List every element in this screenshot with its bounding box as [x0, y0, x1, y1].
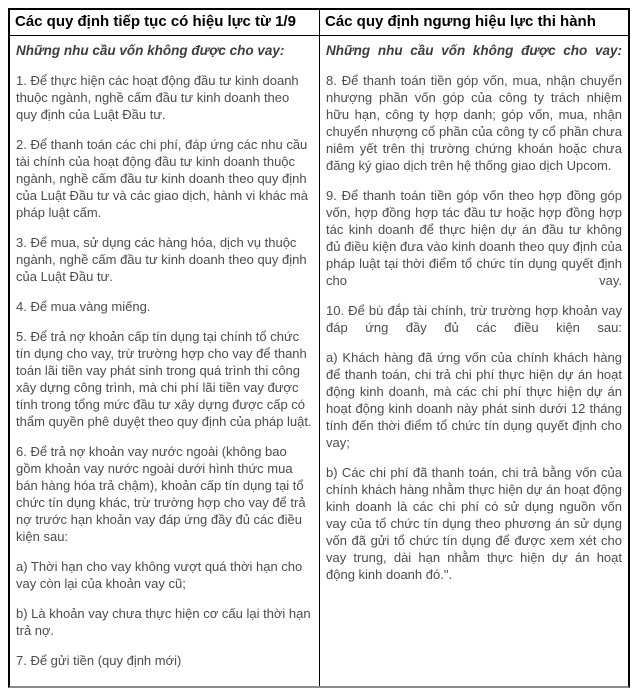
column-body-suspended-regulations — [319, 36, 628, 686]
regulation-paragraph: 7. Để gửi tiền (quy định mới) — [16, 653, 182, 668]
column-header-active-regulations: Các quy định tiếp tục có hiệu lực từ 1/9 — [10, 10, 319, 36]
regulation-paragraph: b) Các chi phí đã thanh toán, chi trả bằng vốn của chính khách hàng nhằm thực hiện dự án hoạt động kinh doanh là các chi phí có sử dụng nguồn vốn vay của tổ chức tín dụng theo phương án sử dụng vốn đã gửi tổ chức tín dụng để được xem xét cho vay trung, dài hạn nhằm thực hiện dự án hoạt động kinh doanh đó.". — [326, 465, 622, 582]
regulation-paragraph: 4. Để mua vàng miếng. — [16, 299, 151, 314]
regulation-paragraph: 10. Để bù đắp tài chính, trừ trường hợp khoản vay đáp ứng đầy đủ các điều kiện sau: — [326, 303, 622, 335]
column-body-active-regulations — [10, 36, 319, 686]
regulation-paragraph: 8. Để thanh toán tiền góp vốn, mua, nhận chuyển nhượng phần vốn góp của công ty trách nhiệm hữu hạn, công ty hợp danh; góp vốn, mua, nhận chuyển nhượng cổ phần của công ty cổ phần chưa niêm yết trên thị trường chứng khoán hoặc chưa đăng ký giao dịch trên hệ thống giao dịch Upcom. — [326, 73, 622, 173]
regulation-paragraph: 6. Để trả nợ khoản vay nước ngoài (không bao gồm khoản vay nước ngoài dưới hình thức mua bán hàng hóa trả chậm), khoản cấp tín dụng tại tổ chức tín dụng khác, trừ trường hợp cho vay để trả nợ trước hạn khoản vay đáp ứng đầy đủ các điều kiện sau: — [16, 444, 306, 544]
regulation-paragraph: 2. Để thanh toán các chi phí, đáp ứng các nhu cầu tài chính của hoạt động đầu tư kinh doanh thuộc ngành, nghề cấm đầu tư kinh doanh theo quy định của Luật Đầu tư và các giao dịch, hành vi khác mà pháp luật cấm. — [16, 137, 308, 220]
subheader-capital-needs-right: Những nhu cầu vốn không được cho vay: — [326, 43, 622, 58]
regulation-paragraph: 1. Để thực hiện các hoạt động đầu tư kinh doanh thuộc ngành, nghề cấm đầu tư kinh doanh theo quy định của Luật Đầu tư. — [16, 73, 299, 122]
regulation-paragraph: 9. Để thanh toán tiền góp vốn theo hợp đồng góp vốn, hợp đồng hợp tác đầu tư hoặc hợp đồng hợp tác kinh doanh để thực hiện dự án đầu tư không đủ điều kiện đưa vào kinh doanh theo quy định của pháp luật tại thời điểm tổ chức tín dụng quyết định cho vay. — [326, 188, 622, 288]
paragraph-list-active — [16, 72, 313, 669]
regulations-comparison-table — [8, 8, 630, 688]
regulation-paragraph: a) Khách hàng đã ứng vốn của chính khách hàng để thanh toán, chi trả chi phí thực hiện dự án hoạt động kinh doanh, mà các chi phí thực hiện dự án hoạt động kinh doanh này phát sinh dưới 12 tháng tính đến thời điểm tổ chức tín dụng quyết định cho vay; — [326, 350, 622, 450]
subheader-capital-needs-left: Những nhu cầu vốn không được cho vay: — [16, 43, 285, 58]
regulation-paragraph: 5. Để trả nợ khoản cấp tín dụng tại chính tổ chức tín dụng cho vay, trừ trường hợp cho vay để thanh toán lãi tiền vay phát sinh trong quá trình thi công xây dựng công trình, mà chi phí lãi tiền vay được tính trong tổng mức đầu tư xây dựng được cấp có thẩm quyền phê duyệt theo quy định của pháp luật. — [16, 329, 312, 429]
regulation-paragraph: 3. Để mua, sử dụng các hàng hóa, dịch vụ thuộc ngành, nghề cấm đầu tư kinh doanh theo quy định của Luật Đầu tư. — [16, 235, 307, 284]
column-header-suspended-regulations: Các quy định ngưng hiệu lực thi hành — [319, 10, 628, 36]
regulation-paragraph: b) Là khoản vay chưa thực hiện cơ cấu lại thời hạn trả nợ. — [16, 606, 311, 638]
regulation-paragraph: a) Thời hạn cho vay không vượt quá thời hạn cho vay còn lại của khoản vay cũ; — [16, 559, 303, 591]
paragraph-list-suspended — [326, 72, 622, 583]
